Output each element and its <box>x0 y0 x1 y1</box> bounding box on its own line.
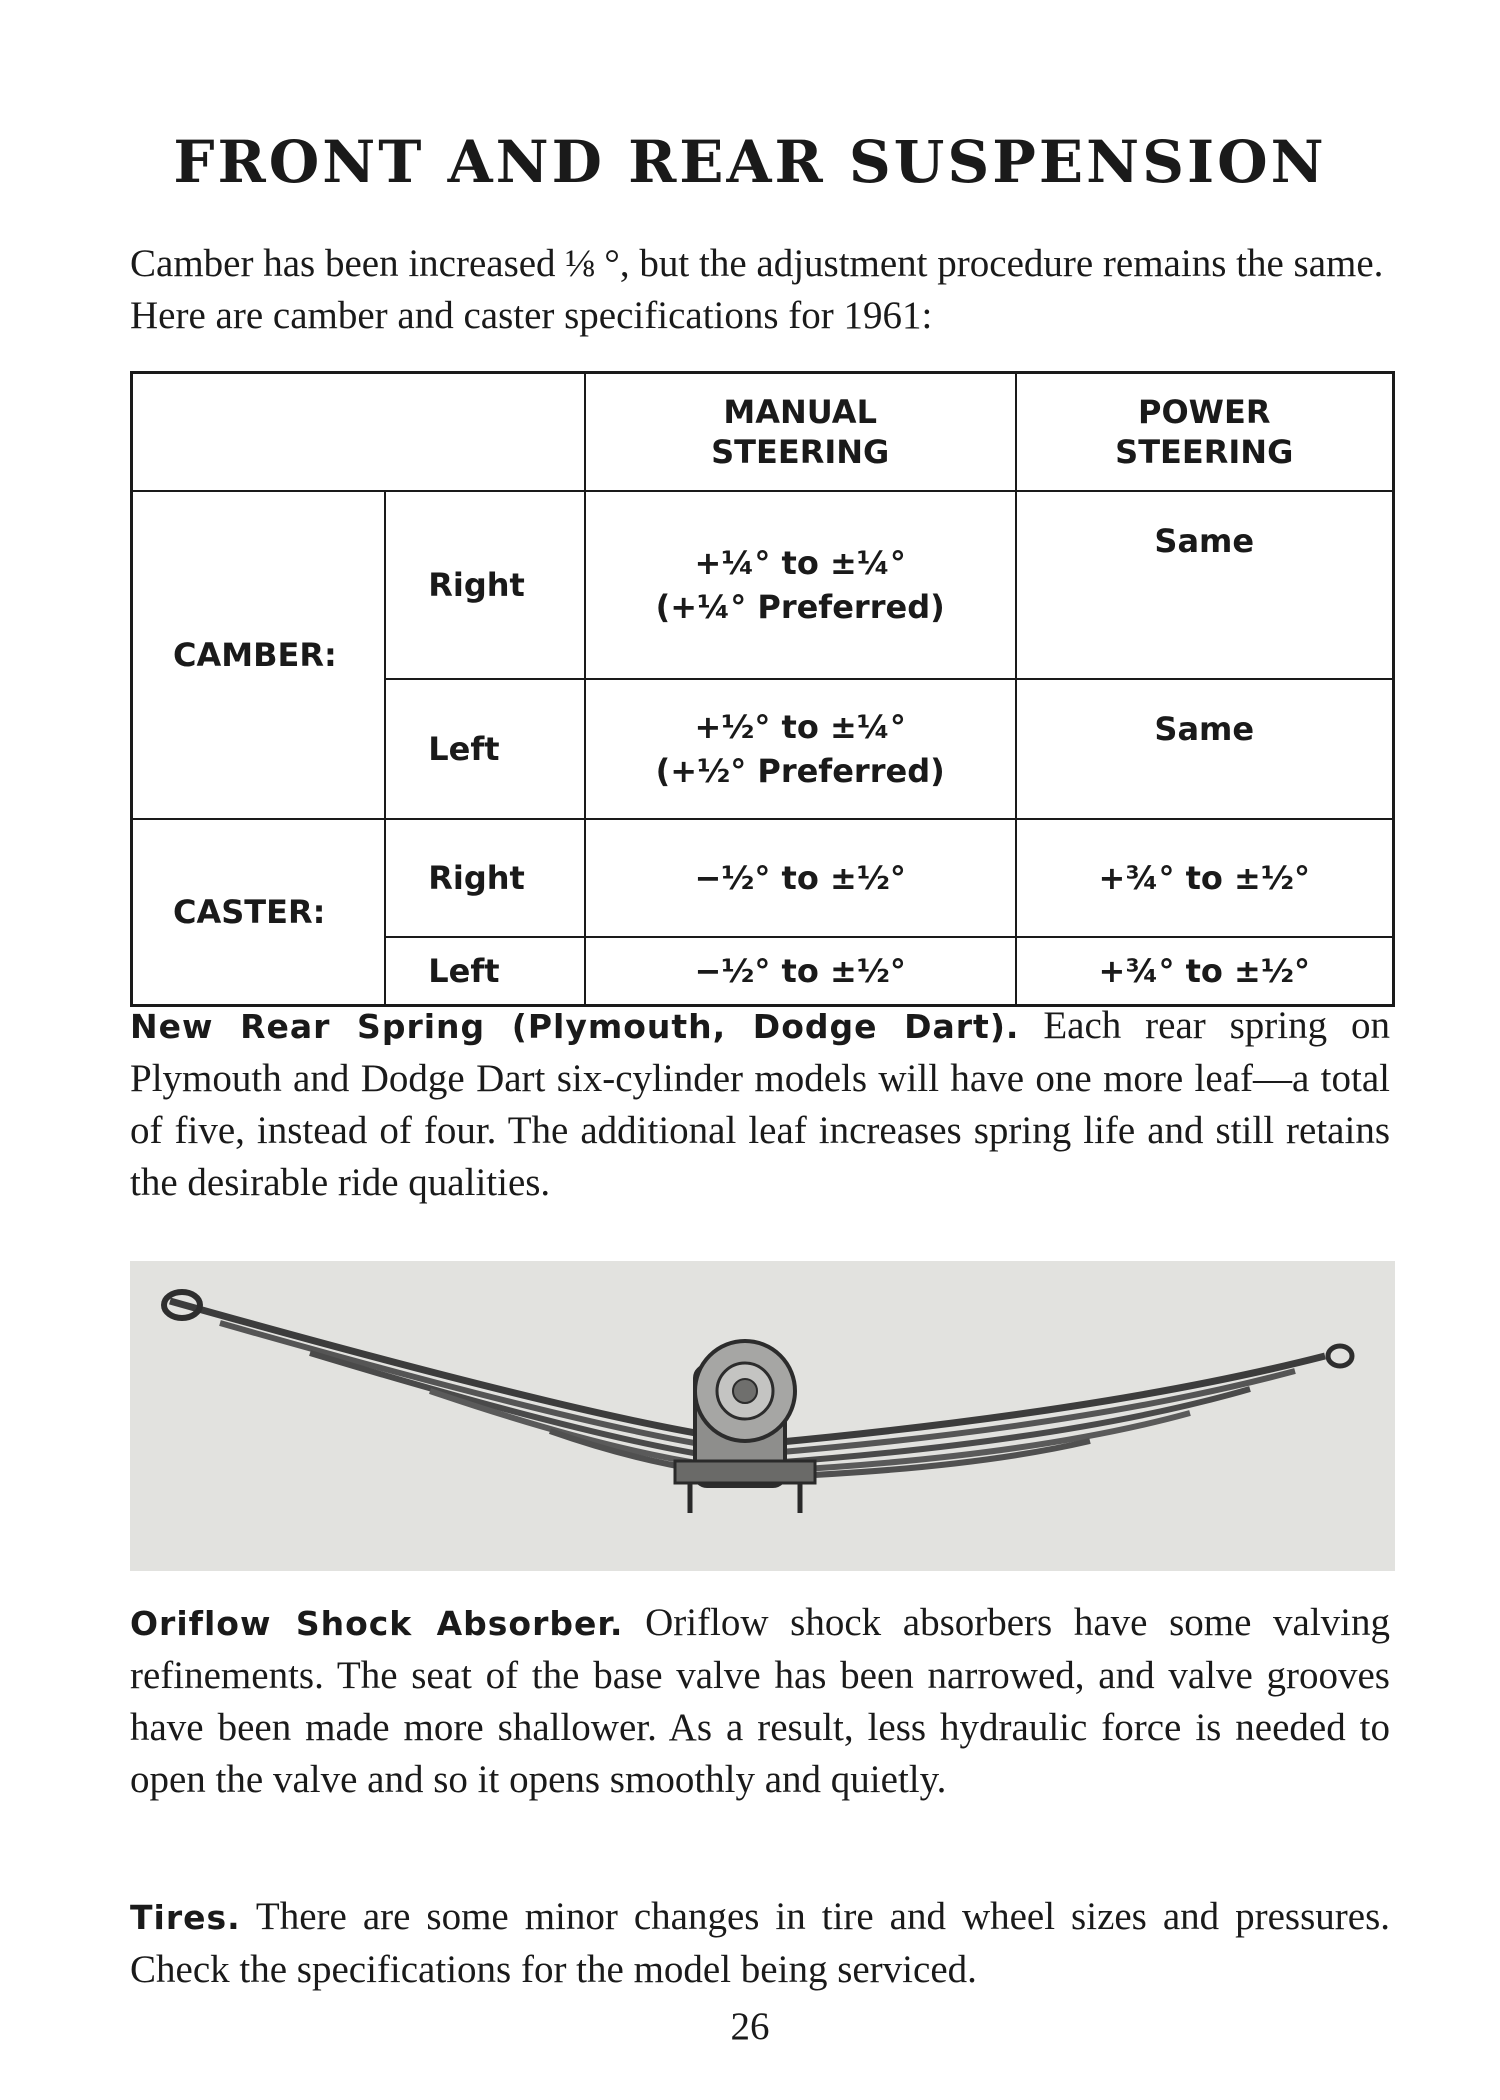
shock-absorber-paragraph <box>130 1597 1390 1806</box>
side-left: Left <box>385 679 585 819</box>
header-manual-steering: MANUAL STEERING <box>585 373 1016 492</box>
section-lead: Tires. <box>130 1898 241 1937</box>
category-caster: CASTER: <box>132 819 386 1006</box>
section-body: Each rear spring on Plymouth and Dodge Dart six-cylinder models will have one more leaf—a total of five, instead of four. The additional leaf increases spring life and still retains the desirable ride qualities. <box>130 1004 1390 1204</box>
rear-spring-paragraph <box>130 1000 1390 1209</box>
section-body: Oriflow shock absorbers have some valving refinements. The seat of the base valve has been narrowed, and valve grooves have been made more shallower. As a result, less hydraulic force is needed to open the valve and so it opens smoothly and quietly. <box>130 1601 1390 1801</box>
manual-value: +½° to ±¼° (+½° Preferred) <box>585 679 1016 819</box>
side-right: Right <box>385 491 585 679</box>
table-corner-cell <box>132 373 585 492</box>
page-number: 26 <box>730 2005 770 2048</box>
table-row <box>132 819 1394 937</box>
side-left: Left <box>385 937 585 1006</box>
intro-paragraph: Camber has been increased ⅛ °, but the adjustment procedure remains the same. Here are camber and caster specifications for 1961: <box>130 242 1384 337</box>
section-lead: Oriflow Shock Absorber. <box>130 1604 624 1643</box>
header-power-steering: POWER STEERING <box>1016 373 1394 492</box>
power-value: Same <box>1016 491 1394 679</box>
category-camber: CAMBER: <box>132 491 386 819</box>
leaf-spring-photo <box>130 1261 1395 1571</box>
power-value: +¾° to ±½° <box>1016 937 1394 1006</box>
leaf-spring-illustration <box>130 1261 1395 1571</box>
tires-paragraph <box>130 1891 1390 1996</box>
camber-caster-spec-table <box>130 371 1395 1007</box>
manual-value: −½° to ±½° <box>585 819 1016 937</box>
power-value: +¾° to ±½° <box>1016 819 1394 937</box>
manual-value: −½° to ±½° <box>585 937 1016 1006</box>
section-body: There are some minor changes in tire and wheel sizes and pressures. Check the specifications for the model being serviced. <box>130 1895 1390 1991</box>
section-lead: New Rear Spring (Plymouth, Dodge Dart). <box>130 1007 1020 1046</box>
manual-value: +¼° to ±¼° (+¼° Preferred) <box>585 491 1016 679</box>
power-value: Same <box>1016 679 1394 819</box>
side-right: Right <box>385 819 585 937</box>
page-title: FRONT AND REAR SUSPENSION <box>173 128 1327 196</box>
table-row <box>132 491 1394 679</box>
